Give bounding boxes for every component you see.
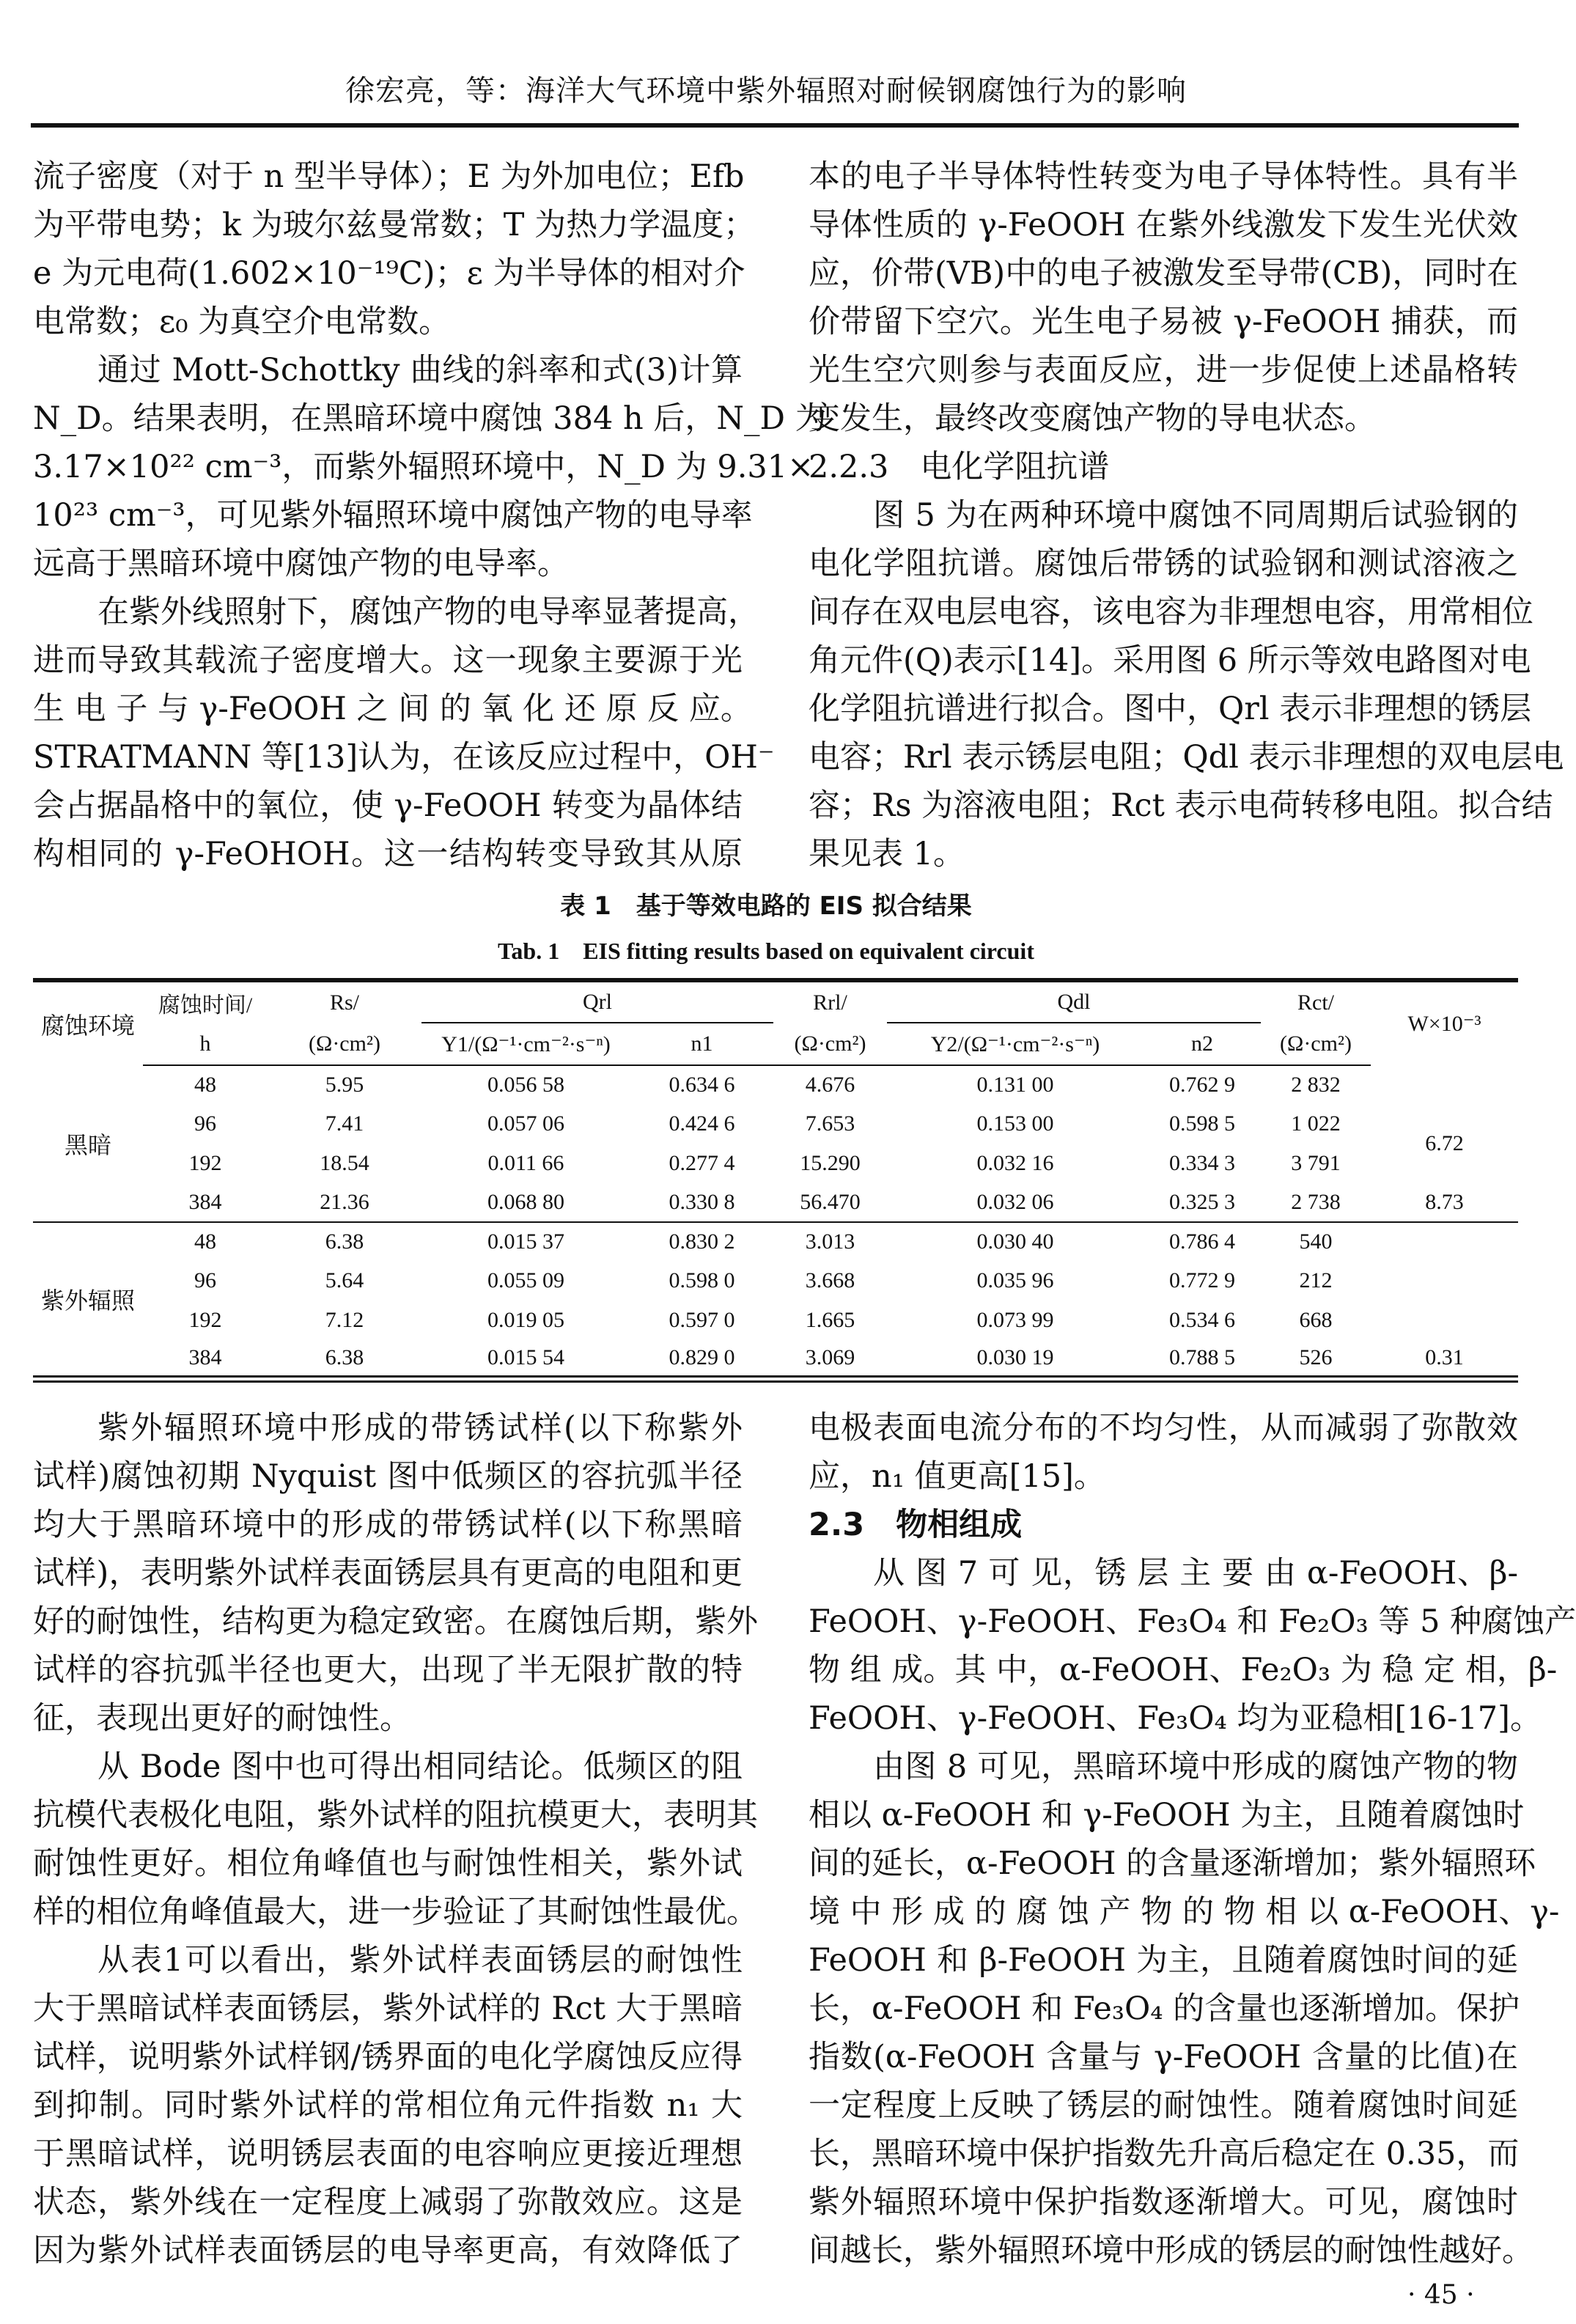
table-cell: 0.830 2 xyxy=(630,1222,773,1262)
table-cell: 48 xyxy=(194,1073,216,1097)
table-cell: 96 xyxy=(194,1268,216,1293)
text-line: 从表1可以看出，紫外试样表面锈层的耐蚀性 xyxy=(97,1942,743,1979)
header-rs: Rs/ xyxy=(329,990,360,1015)
table-cell: 0.056 58 xyxy=(487,1073,564,1097)
table-cell: 0.057 06 xyxy=(487,1111,564,1136)
table-cell: 0.598 5 xyxy=(1169,1111,1235,1136)
text-line: 进而导致其载流子密度增大。这一现象主要源于光 xyxy=(33,642,743,679)
text-line: 导体性质的 γ-FeOOH 在紫外线激发下发生光伏效 xyxy=(809,207,1518,243)
table-cell: 2 738 xyxy=(1291,1189,1341,1214)
eis-fitting-table xyxy=(33,978,1518,1383)
table-cell: 0.829 0 xyxy=(669,1345,735,1369)
text-line: 一定程度上反映了锈层的耐蚀性。随着腐蚀时间延 xyxy=(809,2087,1518,2124)
text-line: 紫外辐照环境中形成的带锈试样(以下称紫外 xyxy=(97,1410,743,1446)
page-number: · 45 · xyxy=(1407,2280,1475,2310)
table-cell: 0.772 9 xyxy=(1169,1268,1235,1293)
header-y1: Y1/(Ω⁻¹·cm⁻²·s⁻ⁿ) xyxy=(421,1023,630,1065)
table-cell: 0.330 8 xyxy=(669,1189,735,1214)
table-cell: 668 xyxy=(1299,1307,1333,1332)
table-cell: 56.470 xyxy=(800,1189,861,1214)
table-cell: 48 xyxy=(143,1222,268,1262)
text-line: 从 图 7 可 见，锈 层 主 要 由 α-FeOOH、β- xyxy=(873,1555,1518,1592)
header-qrl: Qrl xyxy=(421,980,773,1023)
text-line: 由图 8 可见，黑暗环境中形成的腐蚀产物的物 xyxy=(873,1748,1518,1785)
table-row xyxy=(33,1340,1518,1380)
text-line: 好的耐蚀性，结构更为稳定致密。在腐蚀后期，紫外 xyxy=(33,1603,758,1640)
header-y2: Y2/(Ω⁻¹·cm⁻²·s⁻ⁿ) xyxy=(887,1023,1144,1065)
w-cell xyxy=(1371,1262,1518,1301)
header-rule xyxy=(31,123,1519,128)
text-line: STRATMANN 等[13]认为，在该反应过程中，OH⁻ xyxy=(33,739,775,776)
table-cell: 1.665 xyxy=(805,1307,855,1332)
table-cell: 6.38 xyxy=(268,1222,421,1262)
table-row xyxy=(33,1105,1518,1144)
table-cell: 21.36 xyxy=(320,1189,369,1214)
text-line: 长，α-FeOOH 和 Fe₃O₄ 的含量也逐渐增加。保护 xyxy=(809,1990,1520,2027)
table-row xyxy=(33,1144,1518,1183)
text-line: 电极表面电流分布的不均匀性，从而减弱了弥散效 xyxy=(809,1410,1518,1446)
header-w: W×10⁻³ xyxy=(1407,1012,1481,1036)
text-line: 为平带电势；k 为玻尔兹曼常数；T 为热力学温度； xyxy=(33,207,756,243)
text-line: 化学阻抗谱进行拟合。图中，Qrl 表示非理想的锈层 xyxy=(809,691,1532,727)
table-cell: 0.019 05 xyxy=(487,1307,564,1332)
table-cell: 0.334 3 xyxy=(1169,1150,1235,1175)
text-line: 相以 α-FeOOH 和 γ-FeOOH 为主，且随着腐蚀时 xyxy=(809,1797,1525,1834)
table-cell: 0.786 4 xyxy=(1144,1222,1261,1262)
text-line: 到抑制。同时紫外试样的常相位角元件指数 n₁ 大 xyxy=(33,2087,743,2124)
text-line: 耐蚀性更好。相位角峰值也与耐蚀性相关，紫外试 xyxy=(33,1845,743,1882)
table-cell: 6.38 xyxy=(325,1345,364,1369)
table-cell: 0.030 40 xyxy=(887,1222,1144,1262)
header-rs-unit: (Ω·cm²) xyxy=(268,1023,421,1065)
table-row xyxy=(33,1183,1518,1223)
text-line: 生 电 子 与 γ-FeOOH 之 间 的 氧 化 还 原 反 应。 xyxy=(33,691,752,727)
table-cell: 0.015 37 xyxy=(421,1222,630,1262)
text-line: 试样)腐蚀初期 Nyquist 图中低频区的容抗弧半径 xyxy=(33,1458,743,1495)
table-cell: 1 022 xyxy=(1291,1111,1341,1136)
table-cell: 0.277 4 xyxy=(669,1150,735,1175)
table-title-en: Tab. 1 EIS fitting results based on equivalent circuit xyxy=(498,938,1034,964)
table-cell: 0.068 80 xyxy=(487,1189,564,1214)
text-line: 角元件(Q)表示[14]。采用图 6 所示等效电路图对电 xyxy=(809,642,1531,679)
text-line: 容；Rs 为溶液电阻；Rct 表示电荷转移电阻。拟合结 xyxy=(809,787,1553,824)
text-line: 指数(α-FeOOH 含量与 γ-FeOOH 含量的比值)在 xyxy=(809,2039,1518,2075)
text-line: 价带留下空穴。光生电子易被 γ-FeOOH 捕获，而 xyxy=(809,304,1518,340)
text-line: 电容；Rrl 表示锈层电阻；Qdl 表示非理想的双电层电 xyxy=(809,739,1564,776)
table-cell: 7.653 xyxy=(805,1111,855,1136)
header-n1: n1 xyxy=(630,1023,773,1065)
table-cell: 3 791 xyxy=(1291,1150,1341,1175)
table-cell: 384 xyxy=(188,1345,222,1369)
text-line: N_D。结果表明，在黑暗环境中腐蚀 384 h 后，N_D 为 xyxy=(33,400,827,437)
table-cell: 212 xyxy=(1299,1268,1333,1293)
table-row xyxy=(33,1262,1518,1301)
text-line: 状态，紫外线在一定程度上减弱了弥散效应。这是 xyxy=(33,2184,743,2221)
table-cell: 7.41 xyxy=(325,1111,364,1136)
table-cell: 18.54 xyxy=(320,1150,369,1175)
text-line: FeOOH 和 β-FeOOH 为主，且随着腐蚀时间的延 xyxy=(809,1942,1518,1979)
text-line: 间存在双电层电容，该电容为非理想电容，用常相位 xyxy=(809,594,1533,630)
table-cell: 0.424 6 xyxy=(669,1111,735,1136)
env-cell: 黑暗 xyxy=(64,1131,111,1158)
header-rct-unit: (Ω·cm²) xyxy=(1261,1023,1371,1065)
table-cell: 0.598 0 xyxy=(669,1268,735,1293)
header-qdl: Qdl xyxy=(887,980,1261,1023)
text-line: 样的相位角峰值最大，进一步验证了其耐蚀性最优。 xyxy=(33,1894,758,1930)
table-cell: 3.069 xyxy=(805,1345,855,1369)
w-cell xyxy=(1371,1065,1518,1105)
header-time: 腐蚀时间/ xyxy=(158,993,253,1018)
text-line: 3.17×10²² cm⁻³，而紫外辐照环境中，N_D 为 9.31× xyxy=(33,449,814,485)
table-cell: 4.676 xyxy=(805,1073,855,1097)
table-cell: 540 xyxy=(1261,1222,1371,1262)
header-env: 腐蚀环境 xyxy=(40,1012,135,1039)
table-cell: 7.12 xyxy=(325,1307,364,1332)
bottom-left-column xyxy=(33,1404,758,2275)
text-line: 电化学阻抗谱。腐蚀后带锈的试验钢和测试溶液之 xyxy=(809,545,1518,582)
text-line: 光生空穴则参与表面反应，进一步促使上述晶格转 xyxy=(809,352,1518,389)
text-line: e 为元电荷(1.602×10⁻¹⁹C)；ε 为半导体的相对介 xyxy=(33,255,745,292)
w-cell xyxy=(1371,1222,1518,1262)
table-cell: 3.668 xyxy=(805,1268,855,1293)
table-cell: 5.95 xyxy=(325,1073,364,1097)
table-cell: 0.534 6 xyxy=(1169,1307,1235,1332)
table-cell: 96 xyxy=(194,1111,216,1136)
table-row xyxy=(33,1065,1518,1105)
text-line: 从 Bode 图中也可得出相同结论。低频区的阻 xyxy=(97,1748,743,1785)
text-line: 本的电子半导体特性转变为电子导体特性。具有半 xyxy=(809,158,1518,195)
table-row xyxy=(33,1222,1518,1262)
text-line: 抗模代表极化电阻，紫外试样的阻抗模更大，表明其 xyxy=(33,1797,758,1834)
w-cell: 6.72 xyxy=(1425,1131,1464,1155)
table-cell: 0.011 66 xyxy=(487,1150,564,1175)
text-line: 果见表 1。 xyxy=(809,836,965,872)
text-line: 大于黑暗试样表面锈层，紫外试样的 Rct 大于黑暗 xyxy=(33,1990,743,2027)
table-cell: 3.013 xyxy=(773,1222,887,1262)
table-cell: 0.032 06 xyxy=(976,1189,1054,1214)
text-line: 图 5 为在两种环境中腐蚀不同周期后试验钢的 xyxy=(873,497,1518,534)
text-line: 通过 Mott-Schottky 曲线的斜率和式(3)计算 xyxy=(97,352,743,389)
table-cell: 5.64 xyxy=(325,1268,364,1293)
table-cell: 2 832 xyxy=(1291,1073,1341,1097)
table-cell: 526 xyxy=(1299,1345,1333,1369)
table-cell: 0.032 16 xyxy=(976,1150,1054,1175)
table-row xyxy=(33,1301,1518,1340)
table-cell: 192 xyxy=(188,1150,222,1175)
section-heading: 2.3 物相组成 xyxy=(809,1507,1023,1543)
text-line: 于黑暗试样，说明锈层表面的电容响应更接近理想 xyxy=(33,2136,743,2172)
header-rrl: Rrl/ xyxy=(813,990,847,1015)
table-title-cn: 表 1 基于等效电路的 EIS 拟合结果 xyxy=(560,891,972,921)
text-line: 间越长，紫外辐照环境中形成的锈层的耐蚀性越好。 xyxy=(809,2232,1533,2269)
table-cell: 0.788 5 xyxy=(1169,1345,1235,1369)
text-line: 10²³ cm⁻³，可见紫外辐照环境中腐蚀产物的电导率 xyxy=(33,497,753,534)
w-cell: 8.73 xyxy=(1425,1189,1464,1214)
env-cell: 紫外辐照 xyxy=(33,1222,143,1379)
table-cell: 192 xyxy=(188,1307,222,1332)
text-line: 在紫外线照射下，腐蚀产物的电导率显著提高， xyxy=(97,594,759,630)
text-line: 应，价带(VB)中的电子被激发至导带(CB)，同时在 xyxy=(809,255,1519,292)
table-cell: 0.325 3 xyxy=(1169,1189,1235,1214)
bottom-right-column xyxy=(809,1404,1576,2275)
header-n2: n2 xyxy=(1144,1023,1261,1065)
table-cell: 0.055 09 xyxy=(487,1268,564,1293)
table-cell: 0.015 54 xyxy=(487,1345,564,1369)
text-line: 构相同的 γ-FeOHOH。这一结构转变导致其从原 xyxy=(33,836,743,872)
text-line: 物 组 成。其 中，α-FeOOH、Fe₂O₃ 为 稳 定 相，β- xyxy=(809,1652,1558,1688)
text-line: 应，n₁ 值更高[15]。 xyxy=(809,1458,1105,1495)
top-right-column xyxy=(809,152,1564,878)
table-cell: 15.290 xyxy=(800,1150,861,1175)
header-rrl-unit: (Ω·cm²) xyxy=(773,1023,887,1065)
text-line: 征，表现出更好的耐蚀性。 xyxy=(33,1700,411,1737)
text-line: 均大于黑暗环境中的形成的带锈试样(以下称黑暗 xyxy=(33,1507,743,1543)
text-line: 试样的容抗弧半径也更大，出现了半无限扩散的特 xyxy=(33,1652,743,1688)
text-line: FeOOH、γ-FeOOH、Fe₃O₄ 均为亚稳相[16-17]。 xyxy=(809,1700,1542,1737)
top-left-column xyxy=(33,152,827,878)
running-head: 徐宏亮，等：海洋大气环境中紫外辐照对耐候钢腐蚀行为的影响 xyxy=(345,74,1187,108)
header-rct: Rct/ xyxy=(1297,990,1334,1015)
text-line: 流子密度（对于 n 型半导体）；E 为外加电位；Efb xyxy=(33,158,745,195)
table-cell: 0.597 0 xyxy=(669,1307,735,1332)
table-cell: 0.073 99 xyxy=(976,1307,1054,1332)
w-cell: 0.31 xyxy=(1425,1345,1464,1369)
text-line: 因为紫外试样表面锈层的电导率更高，有效降低了 xyxy=(33,2232,743,2269)
table-cell: 0.762 9 xyxy=(1169,1073,1235,1097)
text-line: 电常数；ε₀ 为真空介电常数。 xyxy=(33,304,451,340)
text-line: 境 中 形 成 的 腐 蚀 产 物 的 物 相 以 α-FeOOH、γ- xyxy=(809,1894,1560,1930)
table-cell: 0.035 96 xyxy=(976,1268,1054,1293)
text-line: 紫外辐照环境中保护指数逐渐增大。可见，腐蚀时 xyxy=(809,2184,1518,2221)
section-heading: 2.2.3 电化学阻抗谱 xyxy=(809,449,1110,485)
text-line: 长，黑暗环境中保护指数先升高后稳定在 0.35，而 xyxy=(809,2136,1520,2172)
w-cell xyxy=(1371,1301,1518,1340)
text-line: 会占据晶格中的氧位，使 γ-FeOOH 转变为晶体结 xyxy=(33,787,743,824)
header-time-unit: h xyxy=(143,1023,268,1065)
text-line: 试样，说明紫外试样钢/锈界面的电化学腐蚀反应得 xyxy=(33,2039,743,2075)
text-line: 远高于黑暗环境中腐蚀产物的电导率。 xyxy=(33,545,569,582)
text-line: 间的延长，α-FeOOH 的含量逐渐增加；紫外辐照环 xyxy=(809,1845,1536,1882)
text-line: 变发生，最终改变腐蚀产物的导电状态。 xyxy=(809,400,1376,437)
text-line: FeOOH、γ-FeOOH、Fe₃O₄ 和 Fe₂O₃ 等 5 种腐蚀产 xyxy=(809,1603,1576,1640)
table-cell: 0.634 6 xyxy=(669,1073,735,1097)
table-cell: 0.030 19 xyxy=(976,1345,1054,1369)
text-line: 试样)，表明紫外试样表面锈层具有更高的电阻和更 xyxy=(33,1555,743,1592)
table-cell: 0.153 00 xyxy=(976,1111,1054,1136)
table-cell: 0.131 00 xyxy=(976,1073,1054,1097)
table-cell: 384 xyxy=(188,1189,222,1214)
